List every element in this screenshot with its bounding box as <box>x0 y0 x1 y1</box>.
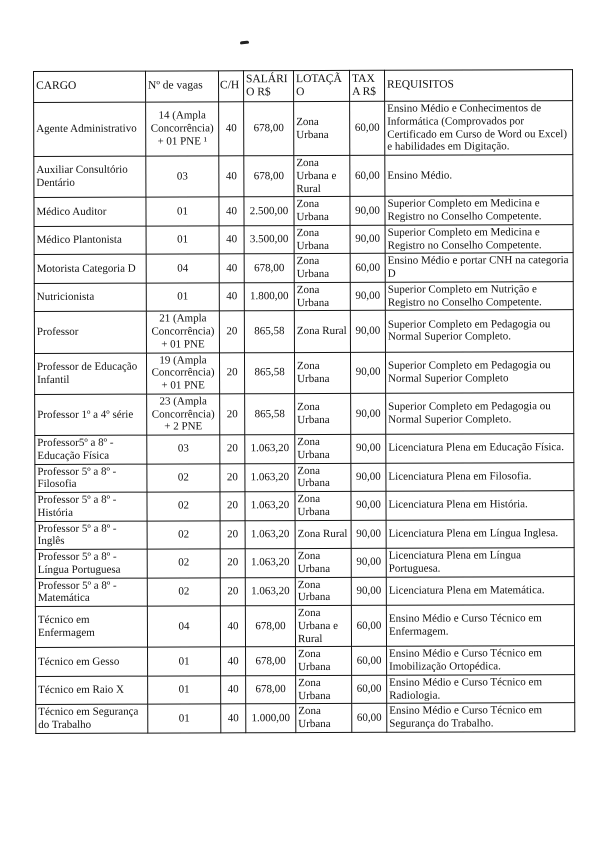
cell-cargo: Professor5º a 8º - Educação Física <box>35 435 147 464</box>
cell-taxa: 90,00 <box>350 282 385 311</box>
cell-cargo: Técnico em Raio X <box>36 676 148 705</box>
cell-salario: 678,00 <box>246 675 296 704</box>
table-row <box>35 548 574 578</box>
cell-salario: 865,58 <box>245 393 295 434</box>
table-row <box>34 253 573 283</box>
cell-ch: 20 <box>220 463 245 492</box>
cell-requisitos: Licenciatura Plena em Filosofia. <box>386 462 574 491</box>
cell-ch: 40 <box>219 102 244 156</box>
table-row <box>34 101 573 157</box>
cell-lotacao: Zona Urbana <box>296 675 352 704</box>
header-cell-requisitos: REQUISITOS <box>384 70 572 102</box>
cell-cargo: Professor 1º a 4º série <box>35 394 147 436</box>
header-cell-cargo: CARGO <box>34 71 146 102</box>
cell-ch: 20 <box>220 549 245 578</box>
header-cell-salario: SALÁRIO R$ <box>244 71 294 102</box>
cell-taxa: 90,00 <box>350 197 385 226</box>
cell-salario: 1.063,20 <box>245 549 295 578</box>
cell-cargo: Professor 5º a 8º - Matemática <box>35 578 147 607</box>
cell-vagas: 01 <box>148 647 221 676</box>
table-row <box>34 155 573 198</box>
cell-ch: 40 <box>219 197 244 226</box>
cell-ch: 40 <box>219 254 244 283</box>
cell-cargo: Técnico em Segurança do Trabalho <box>36 704 148 733</box>
cell-salario: 1.063,20 <box>245 520 295 549</box>
cell-taxa: 60,00 <box>352 704 387 733</box>
cell-requisitos: Ensino Médio e Conhecimentos de Informática (Comprovados por Certificado em Curso de Word ou Excel) e habilidades em Digitação. <box>385 101 573 156</box>
cell-ch: 20 <box>219 311 244 352</box>
cell-ch: 20 <box>220 577 245 606</box>
cell-lotacao: Zona Urbana e Rural <box>295 605 351 646</box>
cell-ch: 20 <box>220 435 245 464</box>
cell-cargo: Professor 5º a 8º - Filosofia <box>35 464 147 493</box>
cell-lotacao: Zona Urbana <box>294 225 350 254</box>
cell-cargo: Professor de Educação Infantil <box>34 353 146 395</box>
cell-ch: 40 <box>219 156 244 197</box>
cell-ch: 40 <box>221 704 246 733</box>
table-row <box>35 491 574 521</box>
cell-vagas: 03 <box>146 156 219 198</box>
cell-taxa: 60,00 <box>352 675 387 704</box>
cell-cargo: Médico Plantonista <box>34 226 146 255</box>
cell-lotacao: Zona Urbana <box>295 434 351 463</box>
cell-taxa: 60,00 <box>352 647 387 676</box>
cell-lotacao: Zona Urbana <box>296 647 352 676</box>
cell-taxa: 90,00 <box>350 311 385 352</box>
cell-ch: 40 <box>219 283 244 312</box>
cell-taxa: 90,00 <box>351 577 386 606</box>
table-row <box>36 703 575 733</box>
cell-taxa: 60,00 <box>350 254 385 283</box>
cell-salario: 3.500,00 <box>244 225 294 254</box>
cell-vagas: 02 <box>147 577 220 606</box>
cell-salario: 678,00 <box>246 647 296 676</box>
cell-vagas: 02 <box>147 463 220 492</box>
table-row <box>34 310 573 353</box>
cell-lotacao: Zona Urbana <box>294 101 350 155</box>
cell-requisitos: Superior Completo em Pedagogia ou Normal Superior Completo. <box>386 392 574 434</box>
cell-vagas: 23 (Ampla Concorrência) + 2 PNE <box>147 394 220 436</box>
cell-vagas: 02 <box>147 520 220 549</box>
cell-salario: 678,00 <box>244 156 294 197</box>
cell-requisitos: Superior Completo em Medicina e Registro no Conselho Competente. <box>385 196 573 225</box>
cell-taxa: 90,00 <box>351 548 386 577</box>
table-row <box>35 576 574 606</box>
table-row <box>34 281 573 311</box>
cell-requisitos: Ensino Médio e Curso Técnico em Radiologia. <box>387 674 575 703</box>
cell-vagas: 01 <box>148 676 221 705</box>
table-row <box>35 519 574 549</box>
header-cell-ch: C/H <box>219 71 244 102</box>
cell-salario: 1.063,20 <box>245 463 295 492</box>
cell-requisitos: Licenciatura Plena em História. <box>386 491 574 520</box>
cell-requisitos: Ensino Médio e Curso Técnico em Imobilização Ortopédica. <box>387 646 575 675</box>
cell-requisitos: Licenciatura Plena em Língua Inglesa. <box>386 519 574 548</box>
cell-lotacao: Zona Urbana <box>294 352 350 393</box>
cell-salario: 865,58 <box>244 352 294 393</box>
cell-vagas: 01 <box>146 197 219 226</box>
cell-lotacao: Zona Urbana <box>294 282 350 311</box>
vacancy-table-container <box>33 69 574 734</box>
cell-requisitos: Licenciatura Plena em Língua Portuguesa. <box>386 548 574 577</box>
header-cell-taxa: TAXA R$ <box>349 70 384 101</box>
cell-taxa: 60,00 <box>350 101 385 155</box>
cell-salario: 678,00 <box>244 254 294 283</box>
cell-lotacao: Zona Urbana e Rural <box>294 155 350 196</box>
table-row <box>35 392 574 435</box>
header-cell-lotacao: LOTAÇÃO <box>294 70 350 101</box>
table-row <box>35 434 574 464</box>
cell-vagas: 02 <box>147 549 220 578</box>
table-row <box>36 674 575 704</box>
cell-salario: 2.500,00 <box>244 197 294 226</box>
cell-salario: 865,58 <box>244 311 294 352</box>
cell-cargo: Técnico em Gesso <box>36 647 148 676</box>
cell-salario: 678,00 <box>245 606 295 647</box>
cell-vagas: 01 <box>146 283 219 312</box>
cell-requisitos: Superior Completo em Nutrição e Registro no Conselho Competente. <box>385 281 573 310</box>
cell-taxa: 60,00 <box>351 605 386 646</box>
cell-vagas: 03 <box>147 435 220 464</box>
cell-vagas: 04 <box>146 254 219 283</box>
table-header <box>34 70 573 103</box>
cell-cargo: Auxiliar Consultório Dentário <box>34 156 146 198</box>
cell-vagas: 21 (Ampla Concorrência) + 01 PNE <box>146 311 219 353</box>
cell-ch: 40 <box>220 606 245 647</box>
table-row <box>34 351 573 394</box>
cell-vagas: 04 <box>147 606 220 648</box>
cell-lotacao: Zona Rural <box>295 520 351 549</box>
table-row <box>36 646 575 676</box>
cell-taxa: 90,00 <box>351 463 386 492</box>
table-row <box>35 462 574 492</box>
cell-vagas: 01 <box>148 704 221 733</box>
job-table <box>33 69 575 734</box>
cell-lotacao: Zona Urbana <box>296 704 352 733</box>
cell-taxa: 90,00 <box>350 352 385 393</box>
cell-cargo: Professor 5º a 8º - Língua Portuguesa <box>35 549 147 578</box>
header-row <box>34 70 573 103</box>
cell-salario: 1.800,00 <box>244 282 294 311</box>
cell-requisitos: Licenciatura Plena em Educação Física. <box>386 434 574 463</box>
cell-vagas: 02 <box>147 492 220 521</box>
cell-taxa: 90,00 <box>351 434 386 463</box>
cell-salario: 1.063,20 <box>245 435 295 464</box>
cell-salario: 1.000,00 <box>246 704 296 733</box>
cell-cargo: Nutricionista <box>34 283 146 312</box>
cell-requisitos: Superior Completo em Pedagogia ou Normal Superior Completo. <box>385 310 573 352</box>
cell-ch: 40 <box>221 647 246 676</box>
cell-taxa: 90,00 <box>350 225 385 254</box>
cell-lotacao: Zona Rural <box>294 311 350 352</box>
cell-lotacao: Zona Urbana <box>295 463 351 492</box>
table-body <box>34 101 575 734</box>
cell-requisitos: Superior Completo em Medicina e Registro no Conselho Competente. <box>385 224 573 253</box>
cell-salario: 678,00 <box>244 102 294 156</box>
cell-salario: 1.063,20 <box>245 577 295 606</box>
cell-ch: 40 <box>219 226 244 255</box>
cell-requisitos: Ensino Médio. <box>385 155 573 197</box>
cell-lotacao: Zona Urbana <box>295 491 351 520</box>
cell-lotacao: Zona Urbana <box>295 393 351 434</box>
cell-ch: 20 <box>220 492 245 521</box>
cell-requisitos: Superior Completo em Pedagogia ou Normal Superior Completo <box>385 351 573 393</box>
cell-cargo: Professor 5º a 8º - História <box>35 492 147 521</box>
cell-lotacao: Zona Urbana <box>295 548 351 577</box>
cell-taxa: 90,00 <box>351 393 386 434</box>
table-row <box>34 196 573 226</box>
cell-ch: 40 <box>221 676 246 705</box>
cell-taxa: 90,00 <box>351 491 386 520</box>
cell-requisitos: Ensino Médio e Curso Técnico em Enfermagem. <box>386 605 574 647</box>
cell-vagas: 01 <box>146 226 219 255</box>
cell-ch: 20 <box>219 352 244 393</box>
cell-lotacao: Zona Urbana <box>294 254 350 283</box>
table-row <box>34 224 573 254</box>
cell-cargo: Motorista Categoria D <box>34 254 146 283</box>
cell-requisitos: Ensino Médio e portar CNH na categoria D <box>385 253 573 282</box>
cell-ch: 20 <box>220 520 245 549</box>
cell-lotacao: Zona Urbana <box>294 197 350 226</box>
cell-vagas: 14 (Ampla Concorrência) + 01 PNE ¹ <box>146 102 219 156</box>
cell-lotacao: Zona Urbana <box>295 577 351 606</box>
cell-taxa: 90,00 <box>351 520 386 549</box>
table-row <box>35 605 574 648</box>
cell-cargo: Técnico em Enfermagem <box>35 606 147 648</box>
cell-requisitos: Ensino Médio e Curso Técnico em Segurança do Trabalho. <box>387 703 575 732</box>
cell-cargo: Agente Administrativo <box>34 102 146 156</box>
cell-cargo: Médico Auditor <box>34 197 146 226</box>
cell-requisitos: Licenciatura Plena em Matemática. <box>386 576 574 605</box>
cell-cargo: Professor 5º a 8º - Inglês <box>35 521 147 550</box>
cell-taxa: 60,00 <box>350 155 385 196</box>
header-cell-vagas: Nº de vagas <box>146 71 219 102</box>
scan-artifact-dash <box>240 41 249 45</box>
cell-cargo: Professor <box>34 311 146 353</box>
cell-salario: 1.063,20 <box>245 492 295 521</box>
cell-ch: 20 <box>220 394 245 435</box>
cell-vagas: 19 (Ampla Concorrência) + 01 PNE <box>146 352 219 394</box>
